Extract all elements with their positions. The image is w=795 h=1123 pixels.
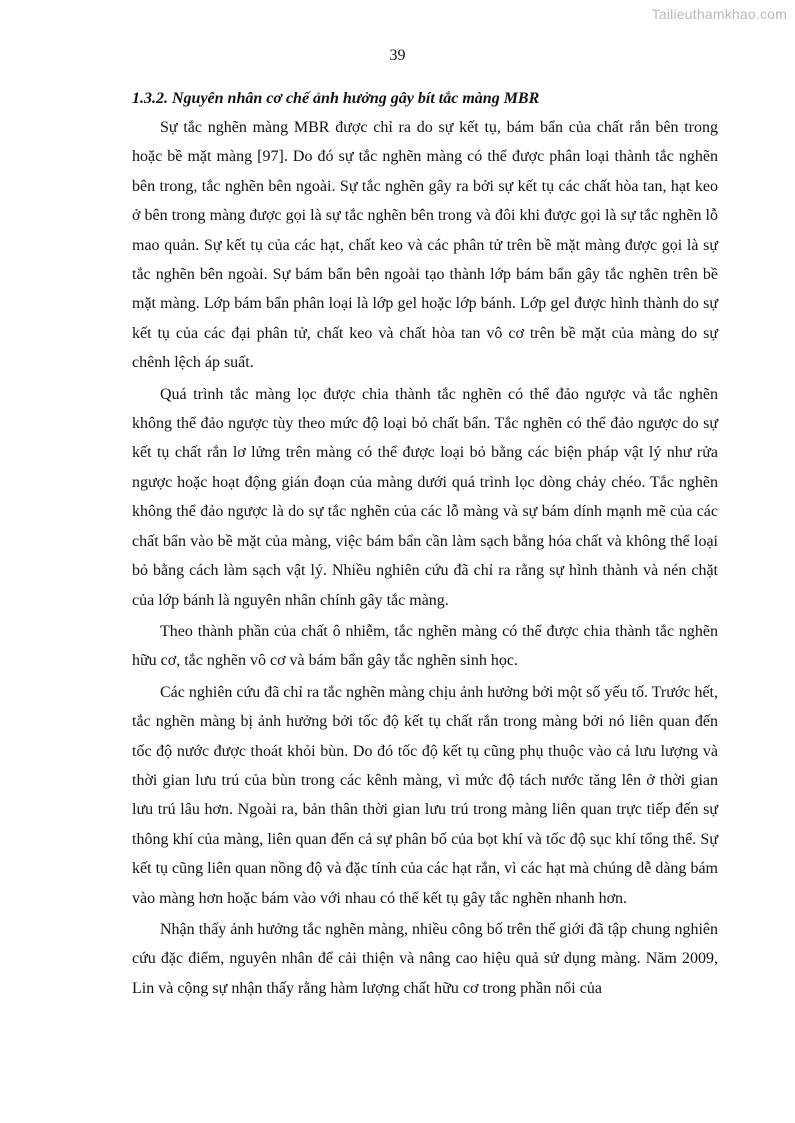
page-number: 39 xyxy=(389,47,406,64)
section-heading: 1.3.2. Nguyên nhân cơ chế ảnh hưởng gây bít tắc màng MBR xyxy=(132,90,540,107)
watermark: Tailieuthamkhao.com xyxy=(651,6,787,22)
paragraph-2: Quá trình tắc màng lọc được chia thành tắc nghẽn có thể đảo ngược và tắc nghẽn không thể đảo ngược tùy theo mức độ loại bỏ chất bẩn. Tắc nghẽn có thể đảo ngược do sự kết tụ chất rắn lơ lửng trên màng có thể được loại bỏ bằng các biện pháp vật lý như rửa ngược hoặc hoạt động gián đoạn của màng dưới quá trình lọc dòng chảy chéo. Tắc nghẽn không thể đảo ngược là do sự tắc nghẽn của các lỗ màng và sự bám dính mạnh mẽ của các chất bẩn vào bề mặt của màng, việc bám bẩn cần làm sạch bằng hóa chất và không thể loại bỏ bằng cách làm sạch vật lý. Nhiều nghiên cứu đã chỉ ra rằng sự hình thành và nén chặt của lớp bánh là nguyên nhân chính gây tắc màng. xyxy=(132,385,718,609)
paragraph-1: Sự tắc nghẽn màng MBR được chỉ ra do sự kết tụ, bám bẩn của chất rắn bên trong hoặc bề mặt màng [97]. Do đó sự tắc nghẽn màng có thể được phân loại thành tắc nghẽn bên trong, tắc nghẽn bên ngoài. Sự tắc nghẽn gây ra bởi sự kết tụ các chất hòa tan, hạt keo ở bên trong màng được gọi là sự tắc nghẽn bên trong và đôi khi được gọi là sự tắc nghẽn lỗ mao quản. Sự kết tụ của các hạt, chất keo và các phân tử trên bề mặt màng được gọi là sự tắc nghẽn bên ngoài. Sự bám bẩn bên ngoài tạo thành lớp bám bẩn gây tắc nghẽn trên bề mặt màng. Lớp bám bẩn phân loại là lớp gel hoặc lớp bánh. Lớp gel được hình thành do sự kết tụ của các đại phân tử, chất keo và chất hòa tan vô cơ trên bề mặt của màng do sự chênh lệch áp suất. xyxy=(132,119,718,372)
document-body xyxy=(132,84,718,1005)
paragraph-4: Các nghiên cứu đã chỉ ra tắc nghẽn màng chịu ảnh hưởng bởi một số yếu tố. Trước hết, tắc nghẽn màng bị ảnh hưởng bởi tốc độ kết tụ chất rắn trong màng bởi nó liên quan đến tốc độ nước được thoát khỏi bùn. Do đó tốc độ kết tụ cũng phụ thuộc vào cả lưu lượng và thời gian lưu trú của bùn trong các kênh màng, vì mức độ tách nước tăng lên ở thời gian lưu trú lâu hơn. Ngoài ra, bản thân thời gian lưu trú trong màng liên quan trực tiếp đến sự thông khí của màng, liên quan đến cả sự phân bố của bọt khí và tốc độ sục khí tổng thể. Sự kết tụ cũng liên quan nồng độ và đặc tính của các hạt rắn, vì các hạt mà chúng dễ dàng bám vào màng hơn hoặc bám vào với nhau có thể kết tụ gây tắc nghẽn nhanh hơn. xyxy=(132,683,718,907)
paragraph-3: Theo thành phần của chất ô nhiễm, tắc nghẽn màng có thể được chia thành tắc nghẽn hữu cơ, tắc nghẽn vô cơ và bám bẩn gây tắc nghẽn sinh học. xyxy=(132,622,718,670)
paragraph-5: Nhận thấy ảnh hưởng tắc nghẽn màng, nhiều công bố trên thế giới đã tập chung nghiên cứu đặc điểm, nguyên nhân để cải thiện và nâng cao hiệu quả sử dụng màng. Năm 2009, Lin và cộng sự nhận thấy rằng hàm lượng chất hữu cơ trong phần nổi của xyxy=(132,920,718,997)
